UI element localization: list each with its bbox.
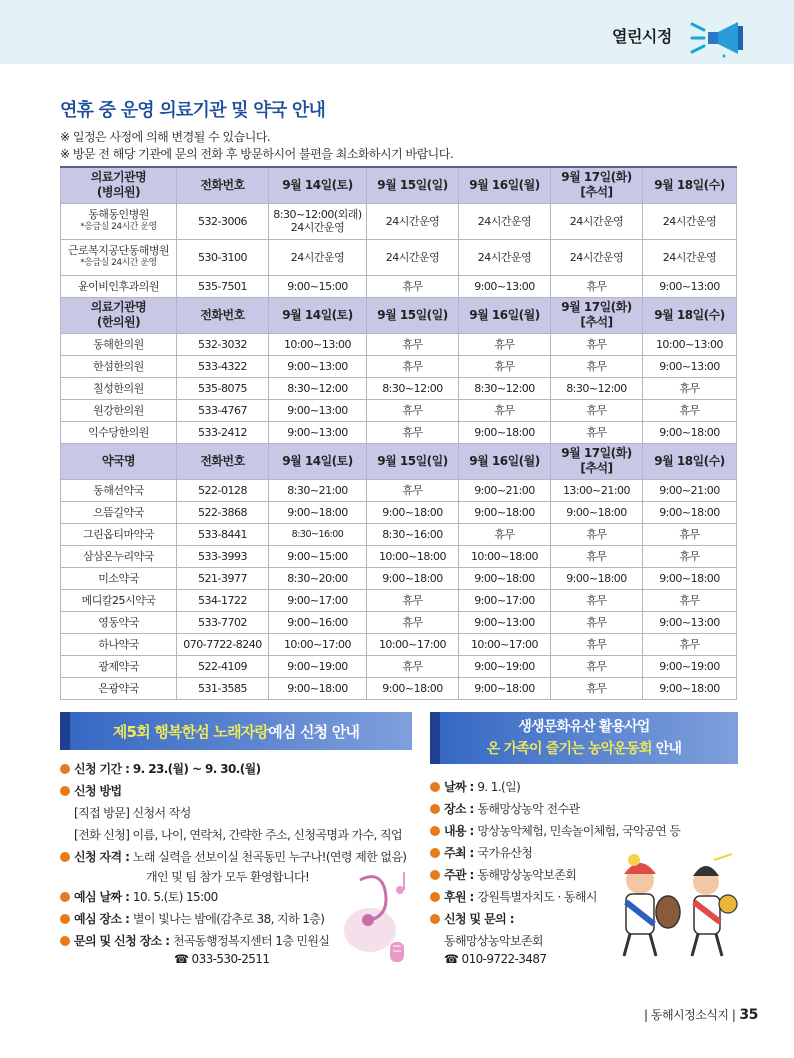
contact-label: 문의 및 신청 장소 :	[74, 934, 174, 948]
right-info-label: 주최 :	[444, 846, 478, 860]
table-row	[61, 479, 737, 501]
hours-cell: 24시간운영	[367, 239, 459, 275]
hours-cell: 10:00~13:00	[643, 333, 737, 355]
right-info-value: 망상농악체험, 민속놀이체험, 국악공연 등	[477, 824, 681, 838]
facility-name	[61, 333, 177, 355]
facility-name	[61, 589, 177, 611]
hours-cell: 10:00~17:00	[459, 633, 551, 655]
method-1: [직접 방문] 신청서 작성	[74, 806, 191, 820]
phone-cell: 522-4109	[177, 655, 269, 677]
qual-label: 신청 자격 :	[74, 850, 133, 864]
header-cell: 9월 14일(토)	[269, 297, 367, 333]
hours-cell: 휴무	[551, 655, 643, 677]
hours-cell: 휴무	[367, 421, 459, 443]
facility-name-text: 칠성한의원	[93, 381, 144, 395]
table-row	[61, 589, 737, 611]
top-bar	[0, 0, 794, 64]
hours-cell: 휴무	[367, 479, 459, 501]
hours-cell: 24시간운영	[367, 203, 459, 239]
date-label: 예심 날짜 :	[74, 890, 133, 904]
hours-cell: 24시간운영	[459, 239, 551, 275]
hours-cell: 10:00~13:00	[269, 333, 367, 355]
right-info-line	[430, 778, 520, 795]
hours-cell: 휴무	[367, 655, 459, 677]
hours-cell: 휴무	[551, 355, 643, 377]
phone-cell: 532-3032	[177, 333, 269, 355]
hours-cell: 휴무	[643, 377, 737, 399]
hours-cell: 휴무	[459, 399, 551, 421]
table-row	[61, 677, 737, 699]
banner-accent: 온 가족이 즐기는 농악운동회	[486, 741, 652, 757]
hours-cell: 휴무	[459, 523, 551, 545]
phone-cell: 534-1722	[177, 589, 269, 611]
hours-cell: 9:00~18:00	[459, 421, 551, 443]
hours-cell: 9:00~18:00	[643, 567, 737, 589]
right-info-line	[430, 910, 514, 927]
hours-cell: 9:00~13:00	[269, 399, 367, 421]
section-label: 열린시정	[612, 27, 672, 46]
header-cell: 9월 16일(월)	[459, 167, 551, 203]
bullet-icon	[430, 870, 440, 880]
hours-cell: 9:00~18:00	[459, 501, 551, 523]
hours-cell: 9:00~18:00	[643, 421, 737, 443]
method-2: [전화 신청] 이름, 나이, 연락처, 간략한 주소, 신청곡명과 가수, 직업	[74, 828, 402, 842]
bullet-icon	[430, 892, 440, 902]
hours-cell: 9:00~18:00	[367, 501, 459, 523]
phone-cell: 533-2412	[177, 421, 269, 443]
hours-cell: 휴무	[367, 399, 459, 421]
hours-cell: 9:00~15:00	[269, 275, 367, 297]
banner-rest: 안내	[651, 741, 682, 757]
hours-cell: 9:00~18:00	[551, 567, 643, 589]
hours-cell: 휴무	[367, 355, 459, 377]
table-row	[61, 501, 737, 523]
hours-cell: 8:30~12:00	[269, 377, 367, 399]
header-cell: 9월 16일(월)	[459, 443, 551, 479]
phone-cell: 533-8441	[177, 523, 269, 545]
hours-cell: 휴무	[551, 275, 643, 297]
table-row	[61, 567, 737, 589]
hours-cell: 9:00~13:00	[643, 355, 737, 377]
right-info-line	[430, 844, 532, 861]
header-cell: 9월 18일(수)	[643, 443, 737, 479]
facility-note: *응급실 24시간 운영	[80, 258, 157, 268]
hours-cell: 9:00~18:00	[269, 501, 367, 523]
right-info-value: 국가유산청	[477, 846, 533, 860]
hours-cell: 휴무	[643, 589, 737, 611]
hours-cell: 10:00~18:00	[459, 545, 551, 567]
right-info-label: 후원 :	[444, 890, 478, 904]
hours-cell: 9:00~19:00	[643, 655, 737, 677]
right-info-value: 동해망상농악 전수관	[477, 802, 580, 816]
hours-cell: 8:30~12:00	[459, 377, 551, 399]
table-row	[61, 333, 737, 355]
hours-cell: 9:00~13:00	[643, 275, 737, 297]
facility-name	[61, 633, 177, 655]
hours-cell: 8:30~16:00	[269, 523, 367, 545]
phone-cell: 533-4767	[177, 399, 269, 421]
table-row	[61, 545, 737, 567]
facility-name	[61, 239, 177, 275]
hours-cell: 휴무	[459, 355, 551, 377]
hours-cell: 9:00~13:00	[643, 611, 737, 633]
hours-cell: 9:00~18:00	[643, 677, 737, 699]
facility-note: *응급실 24시간 운영	[80, 222, 157, 232]
facility-name-text: 영동약국	[98, 615, 139, 629]
hours-cell: 10:00~17:00	[367, 633, 459, 655]
period-line	[60, 760, 261, 777]
facility-name-text: 한섬한의원	[93, 359, 144, 373]
bullet-icon	[430, 804, 440, 814]
hours-cell: 휴무	[551, 399, 643, 421]
header-cell: 9월 14일(토)	[269, 167, 367, 203]
table-row	[61, 203, 737, 239]
header-cell: 의료기관명 (한의원)	[61, 297, 177, 333]
hours-cell: 8:30~12:00(외래) 24시간운영	[269, 203, 367, 239]
banner-farmers-music	[430, 712, 738, 764]
hours-cell: 9:00~19:00	[459, 655, 551, 677]
table-header-row	[61, 167, 737, 203]
facility-name	[61, 399, 177, 421]
hours-cell: 휴무	[551, 589, 643, 611]
facility-name	[61, 655, 177, 677]
facility-name-text: 동해동인병원	[88, 208, 149, 221]
date-value: 10. 5.(토) 15:00	[132, 890, 218, 904]
banner-line1: 생생문화유산 활용사업	[518, 719, 650, 735]
phone-cell: 533-4322	[177, 355, 269, 377]
hours-cell: 8:30~12:00	[367, 377, 459, 399]
phone-cell: 533-3993	[177, 545, 269, 567]
hours-cell: 9:00~15:00	[269, 545, 367, 567]
right-info-label: 장소 :	[444, 802, 478, 816]
page-title: 연휴 중 운영 의료기관 및 약국 안내	[60, 100, 326, 121]
hours-cell: 24시간운영	[551, 239, 643, 275]
right-info-line	[430, 866, 576, 883]
place-label: 예심 장소 :	[74, 912, 133, 926]
hours-cell: 휴무	[643, 633, 737, 655]
date-line	[60, 888, 218, 905]
banner-accent: 제5회 행복한섬 노래자랑	[112, 722, 269, 741]
facility-name-text: 하나약국	[98, 637, 139, 651]
bullet-icon	[430, 914, 440, 924]
phone-cell: 530-3100	[177, 239, 269, 275]
banner-line2	[430, 738, 738, 760]
facility-name-text: 은광약국	[98, 681, 139, 695]
phone-cell: 533-7702	[177, 611, 269, 633]
table-header-row	[61, 297, 737, 333]
hours-cell: 9:00~18:00	[551, 501, 643, 523]
hours-cell: 9:00~18:00	[459, 677, 551, 699]
header-cell: 9월 14일(토)	[269, 443, 367, 479]
bullet-icon	[430, 848, 440, 858]
header-cell: 9월 17일(화) [추석]	[551, 443, 643, 479]
right-info-label: 주관 :	[444, 868, 478, 882]
facility-name	[61, 501, 177, 523]
header-cell: 9월 17일(화) [추석]	[551, 297, 643, 333]
right-info-value: 9. 1.(일)	[477, 780, 521, 794]
header-cell: 전화번호	[177, 443, 269, 479]
hours-cell: 휴무	[643, 545, 737, 567]
bullet-icon	[60, 786, 70, 796]
hours-cell: 휴무	[643, 523, 737, 545]
facility-name	[61, 421, 177, 443]
hours-cell: 9:00~18:00	[459, 567, 551, 589]
table-row	[61, 355, 737, 377]
qual-value-2: 개인 및 팀 참가 모두 환영합니다!	[146, 870, 310, 884]
facility-name-text: 익수당한의원	[88, 425, 149, 439]
table-row	[61, 239, 737, 275]
right-contact-org: 동해망상농악보존회	[444, 934, 543, 948]
facility-name	[61, 545, 177, 567]
hours-cell: 휴무	[551, 421, 643, 443]
banner-singing-contest	[60, 712, 412, 750]
hours-cell: 8:30~21:00	[269, 479, 367, 501]
hours-cell: 24시간운영	[643, 239, 737, 275]
phone-cell: 531-3585	[177, 677, 269, 699]
method-label: 신청 방법	[74, 784, 122, 798]
table-row	[61, 523, 737, 545]
hours-cell: 휴무	[459, 333, 551, 355]
facility-name	[61, 523, 177, 545]
header-cell: 9월 15일(일)	[367, 297, 459, 333]
table-row	[61, 275, 737, 297]
facility-name-text: 미소약국	[98, 571, 139, 585]
hours-cell: 9:00~21:00	[459, 479, 551, 501]
banner-rest: 예심 신청 안내	[268, 722, 360, 741]
hours-cell: 13:00~21:00	[551, 479, 643, 501]
bullet-icon	[60, 936, 70, 946]
table-row	[61, 399, 737, 421]
contact-line	[60, 932, 329, 949]
hours-cell: 8:30~20:00	[269, 567, 367, 589]
hours-cell: 9:00~13:00	[269, 421, 367, 443]
hours-cell: 휴무	[367, 589, 459, 611]
header-cell: 약국명	[61, 443, 177, 479]
header-cell: 9월 15일(일)	[367, 167, 459, 203]
place-line	[60, 910, 324, 927]
right-info-value: 동해망상농악보존회	[477, 868, 577, 882]
header-cell: 전화번호	[177, 167, 269, 203]
hours-cell: 24시간운영	[459, 203, 551, 239]
hours-cell: 9:00~17:00	[269, 589, 367, 611]
phone-cell: 535-7501	[177, 275, 269, 297]
right-info-label: 신청 및 문의 :	[444, 912, 514, 926]
hours-cell: 9:00~18:00	[367, 677, 459, 699]
facility-name-text: 메디칼25시약국	[81, 593, 156, 607]
hours-cell: 휴무	[367, 611, 459, 633]
table-header-row	[61, 443, 737, 479]
hours-cell: 10:00~17:00	[269, 633, 367, 655]
hours-cell: 10:00~18:00	[367, 545, 459, 567]
hours-cell: 24시간운영	[551, 203, 643, 239]
right-info-line	[430, 800, 580, 817]
hours-cell: 휴무	[551, 677, 643, 699]
hours-cell: 9:00~13:00	[459, 275, 551, 297]
hours-cell: 휴무	[367, 333, 459, 355]
page-footer	[644, 1006, 758, 1023]
facility-name	[61, 377, 177, 399]
right-info-label: 내용 :	[444, 824, 478, 838]
header-cell: 9월 18일(수)	[643, 167, 737, 203]
header-cell: 9월 18일(수)	[643, 297, 737, 333]
phone-cell: 070-7722-8240	[177, 633, 269, 655]
right-info-label: 날짜 :	[444, 780, 478, 794]
table-row	[61, 655, 737, 677]
hours-cell: 9:00~13:00	[269, 355, 367, 377]
bullet-icon	[60, 852, 70, 862]
hours-cell: 9:00~18:00	[269, 677, 367, 699]
table-row	[61, 377, 737, 399]
method-line	[60, 782, 122, 799]
hours-cell: 휴무	[551, 523, 643, 545]
table-row	[61, 633, 737, 655]
facility-name	[61, 567, 177, 589]
facility-name-text: 윤이비인후과의원	[77, 279, 159, 293]
facility-name-text: 동해한의원	[93, 337, 144, 351]
hours-cell: 9:00~16:00	[269, 611, 367, 633]
hours-cell: 9:00~17:00	[459, 589, 551, 611]
header-cell: 9월 16일(월)	[459, 297, 551, 333]
phone-cell: 532-3006	[177, 203, 269, 239]
facility-name-text: 그린옵티마약국	[83, 527, 154, 541]
facility-name-text: 근로복지공단동해병원	[67, 244, 170, 257]
hours-cell: 휴무	[643, 399, 737, 421]
facility-name-text: 원강한의원	[93, 403, 144, 417]
facility-name-text: 광제약국	[98, 659, 139, 673]
header-cell: 9월 17일(화) [추석]	[551, 167, 643, 203]
hours-cell: 8:30~12:00	[551, 377, 643, 399]
period-label: 신청 기간 :	[74, 762, 133, 776]
hours-cell: 휴무	[551, 611, 643, 633]
hours-cell: 9:00~18:00	[643, 501, 737, 523]
facility-name	[61, 203, 177, 239]
header-cell: 의료기관명 (병의원)	[61, 167, 177, 203]
hours-cell: 9:00~21:00	[643, 479, 737, 501]
header-cell: 9월 15일(일)	[367, 443, 459, 479]
phone-cell: 522-0128	[177, 479, 269, 501]
contact-phone: ☎ 033-530-2511	[174, 952, 270, 966]
hours-cell: 9:00~18:00	[367, 567, 459, 589]
hours-cell: 9:00~13:00	[459, 611, 551, 633]
facility-name	[61, 611, 177, 633]
hours-cell: 9:00~19:00	[269, 655, 367, 677]
publication-name: | 동해시정소식지 |	[644, 1008, 736, 1022]
right-info-value: 강원특별자치도 · 동해시	[477, 890, 597, 904]
music-notes-illustration	[330, 860, 420, 970]
farmers-music-illustration	[610, 852, 740, 962]
banner-tick	[430, 712, 440, 764]
banner-tick	[60, 712, 70, 750]
right-contact-phone: ☎ 010-9722-3487	[444, 952, 547, 966]
bullet-icon	[430, 782, 440, 792]
page-number: 35	[739, 1007, 758, 1023]
phone-cell: 522-3868	[177, 501, 269, 523]
phone-cell: 521-3977	[177, 567, 269, 589]
megaphone-icon	[690, 16, 750, 60]
contact-value: 천곡동행정복지센터 1층 민원실	[173, 934, 330, 948]
facility-name	[61, 275, 177, 297]
note-1: ※ 일정은 사정에 의해 변경될 수 있습니다.	[60, 130, 271, 144]
facility-name	[61, 355, 177, 377]
bullet-icon	[60, 764, 70, 774]
facility-name	[61, 479, 177, 501]
hours-cell: 24시간운영	[643, 203, 737, 239]
hours-cell: 24시간운영	[269, 239, 367, 275]
phone-cell: 535-8075	[177, 377, 269, 399]
bullet-icon	[60, 914, 70, 924]
facility-name	[61, 677, 177, 699]
hours-cell: 휴무	[551, 633, 643, 655]
hours-cell: 8:30~16:00	[367, 523, 459, 545]
note-2: ※ 방문 전 해당 기관에 문의 전화 후 방문하시어 불편을 최소화하시기 바랍니다.	[60, 147, 454, 161]
qual-value: 노래 실력을 선보이실 천곡동민 누구나!(연령 제한 없음)	[132, 850, 407, 864]
schedule-table	[60, 166, 737, 700]
bullet-icon	[60, 892, 70, 902]
hours-cell: 휴무	[367, 275, 459, 297]
right-info-line	[430, 888, 597, 905]
hours-cell: 휴무	[551, 333, 643, 355]
table-row	[61, 611, 737, 633]
table-row	[61, 421, 737, 443]
right-info-line	[430, 822, 680, 839]
facility-name-text: 삼삼온누리약국	[83, 549, 154, 563]
header-cell: 전화번호	[177, 297, 269, 333]
facility-name-text: 으뜸길약국	[93, 505, 144, 519]
period-value: 9. 23.(월) ~ 9. 30.(월)	[132, 762, 261, 776]
facility-name-text: 동해선약국	[93, 483, 144, 497]
place-value: 별이 빛나는 밤에(감추로 38, 지하 1층)	[132, 912, 325, 926]
hours-cell: 휴무	[551, 545, 643, 567]
bullet-icon	[430, 826, 440, 836]
